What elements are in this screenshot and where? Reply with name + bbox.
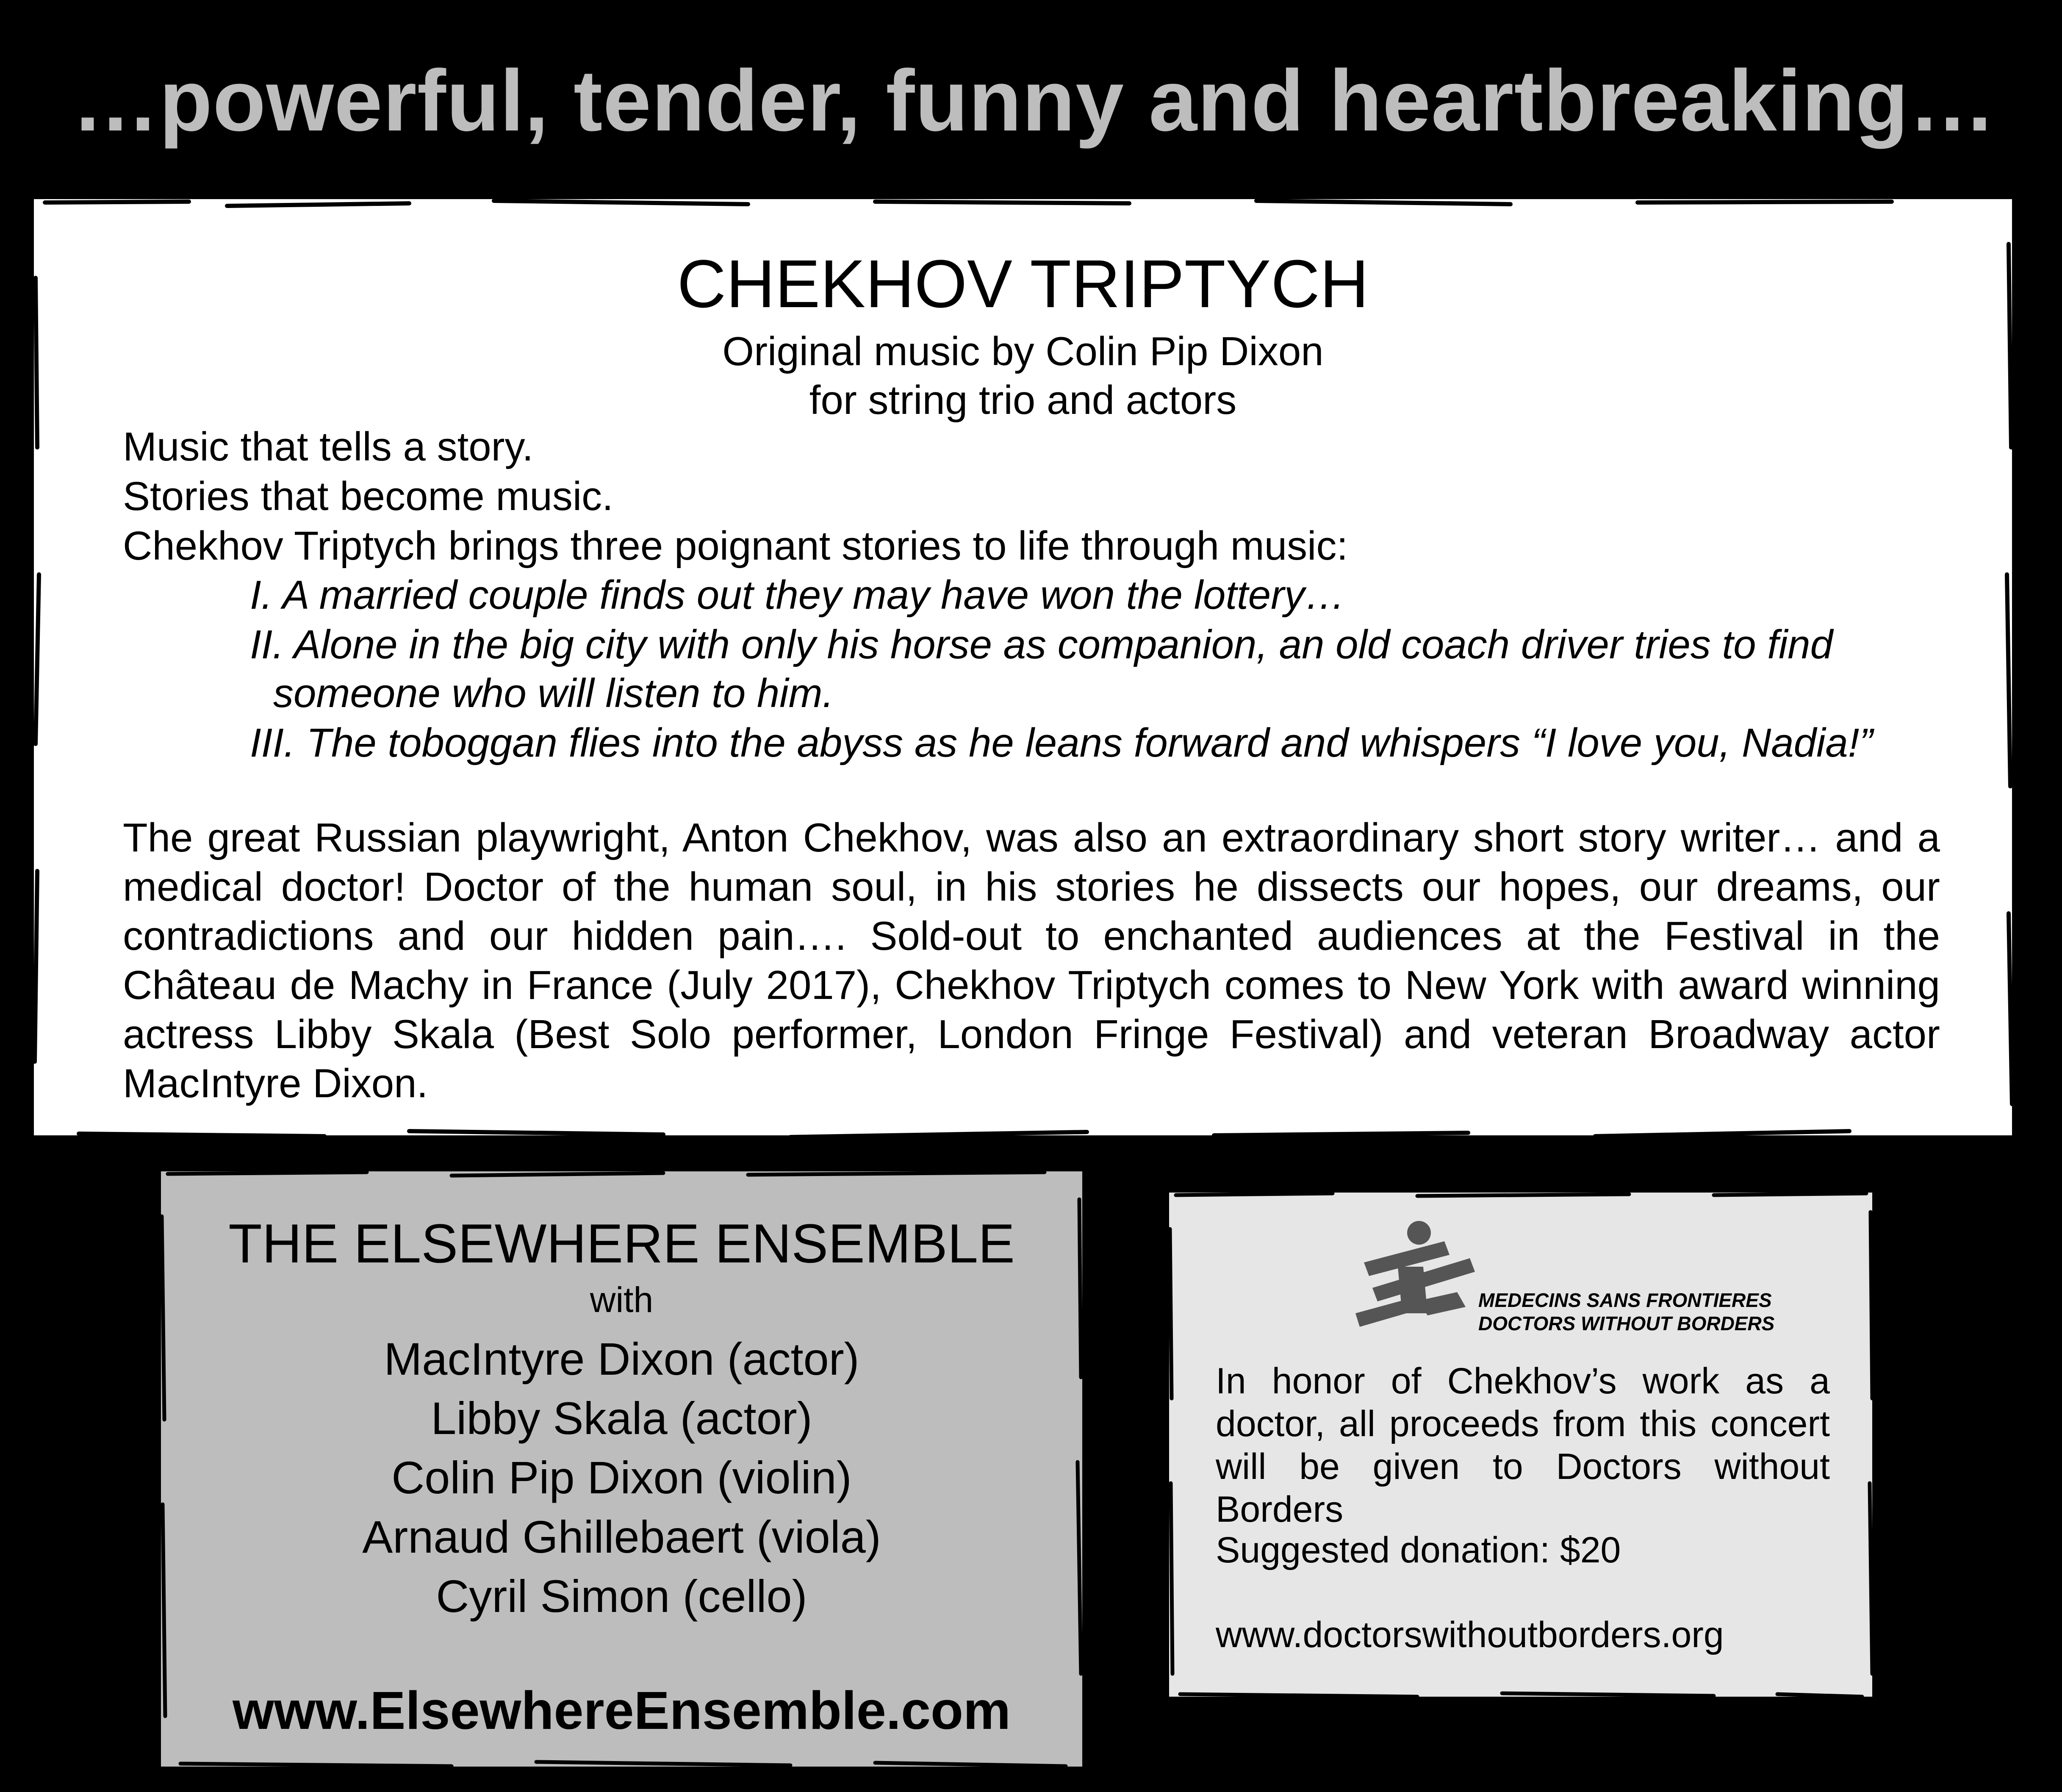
ensemble-title: THE ELSEWHERE ENSEMBLE [228,1212,1015,1274]
ensemble-with-label: with [590,1280,654,1320]
ensemble-website-link[interactable]: www.ElsewhereEnsemble.com [232,1681,1011,1740]
tagline: …powerful, tender, funny and heartbreaking… [72,52,1996,149]
intro-line: Stories that become music. [123,474,613,519]
show-subtitle-composer: Original music by Colin Pip Dixon [722,329,1324,374]
msf-logo-line1: MEDECINS SANS FRONTIERES [1478,1289,1772,1311]
msf-website-link[interactable]: www.doctorswithoutborders.org [1216,1614,1724,1655]
msf-running-man-icon [1355,1221,1475,1327]
story-item: II. Alone in the big city with only his horse as companion, an old coach driver tries to find [250,622,1833,667]
ensemble-panel [161,1171,1082,1767]
msf-logo [1339,1216,1775,1343]
story-item: III. The toboggan flies into the abyss as he leans forward and whispers “I love you, Nadia!” [250,720,1873,766]
ensemble-member: Colin Pip Dixon (violin) [391,1452,852,1503]
story-item: I. A married couple finds out they may have won the lottery… [250,572,1346,618]
show-description: The great Russian playwright, Anton Chekhov, was also an extraordinary short story writer… and a medical doctor! Doctor of the human soul, in his stories he dissects our hopes, our dreams, our contradictions and our hidden pain…. Sold-out to enchanted audiences at the Festival in the Château de Machy in France (July 2017), Chekhov Triptych comes to New York with award winning actress Libby Skala (Best Solo performer, London Fringe Festival) and veteran Broadway actor MacIntyre Dixon. [123,815,1940,1106]
msf-dedication-text: In honor of Chekhov’s work as a doctor, all proceeds from this concert will be given to Doctors without Borders [1216,1361,1830,1530]
ensemble-member: Arnaud Ghillebaert (viola) [362,1511,881,1562]
show-subtitle-instrumentation: for string trio and actors [809,377,1237,423]
main-panel [34,199,2012,1135]
ensemble-member: Cyril Simon (cello) [436,1570,807,1622]
msf-panel [1169,1193,1872,1697]
story-item-continuation: someone who will listen to him. [273,671,834,716]
ensemble-member: Libby Skala (actor) [431,1393,812,1444]
intro-line: Music that tells a story. [123,424,534,469]
suggested-donation: Suggested donation: $20 [1216,1530,1621,1570]
ensemble-member: MacIntyre Dixon (actor) [384,1333,859,1384]
show-title: CHEKHOV TRIPTYCH [677,246,1369,322]
intro-line: Chekhov Triptych brings three poignant stories to life through music: [123,523,1348,569]
msf-logo-line2: DOCTORS WITHOUT BORDERS [1478,1312,1775,1334]
